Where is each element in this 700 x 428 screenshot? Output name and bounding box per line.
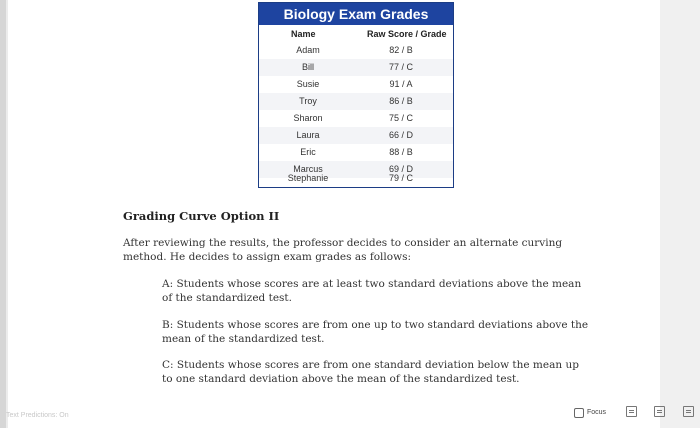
web-layout-icon[interactable]: [683, 406, 694, 417]
student-name: Sharon: [293, 113, 323, 123]
student-name: Eric: [300, 147, 316, 157]
student-name: Laura: [296, 130, 320, 140]
left-border: [0, 0, 6, 428]
student-score: 86 / B: [389, 96, 413, 106]
read-mode-icon[interactable]: [626, 406, 637, 417]
table-title: Biology Exam Grades: [259, 3, 453, 25]
column-header-score: Raw Score / Grade: [367, 29, 447, 39]
table-row: [259, 59, 453, 76]
column-header-name: Name: [291, 29, 316, 39]
student-name: Bill: [301, 62, 314, 72]
table-row: [259, 173, 453, 187]
student-name: Marcus: [293, 164, 323, 174]
student-score: 75 / C: [388, 113, 413, 123]
section-heading: Grading Curve Option II: [123, 209, 280, 223]
intro-paragraph: After reviewing the results, the professor decides to consider an alternate curving method. He decides to assign exam grades as follows:: [123, 237, 563, 263]
student-name: Susie: [296, 79, 320, 89]
student-score: 77 / C: [388, 62, 413, 72]
student-score: 69 / D: [388, 164, 413, 174]
grades-table: [258, 2, 454, 188]
table-row: [259, 110, 453, 127]
student-score: 82 / B: [389, 45, 413, 55]
student-score: 88 / B: [389, 147, 413, 157]
table-row: [259, 93, 453, 110]
focus-label: Focus: [587, 409, 607, 416]
student-score: 91 / A: [389, 79, 413, 89]
student-score: 79 / C: [388, 173, 413, 183]
grade-option-b: B: Students whose scores are from one up to two standard deviations above the mean of the standardized test.: [162, 319, 589, 345]
student-score: 66 / D: [388, 130, 413, 140]
table-row: [259, 76, 453, 93]
table-body: [259, 25, 453, 187]
student-name: Stephanie: [287, 173, 329, 183]
student-name: Adam: [296, 45, 320, 55]
text-predictions-status: Text Predictions: On: [6, 412, 69, 419]
table-row: [259, 144, 453, 161]
table-row: [259, 127, 453, 144]
focus-icon: [574, 408, 584, 418]
right-margin: [660, 0, 700, 428]
table-row: [259, 42, 453, 59]
focus-button[interactable]: [574, 406, 606, 419]
student-name: Troy: [299, 96, 317, 106]
grade-option-a: A: Students whose scores are at least two standard deviations above the mean of the standardized test.: [162, 278, 582, 304]
grade-option-c: C: Students whose scores are from one standard deviation below the mean up to one standard deviation above the mean of the standardized test.: [162, 359, 579, 385]
print-layout-icon[interactable]: [654, 406, 665, 417]
